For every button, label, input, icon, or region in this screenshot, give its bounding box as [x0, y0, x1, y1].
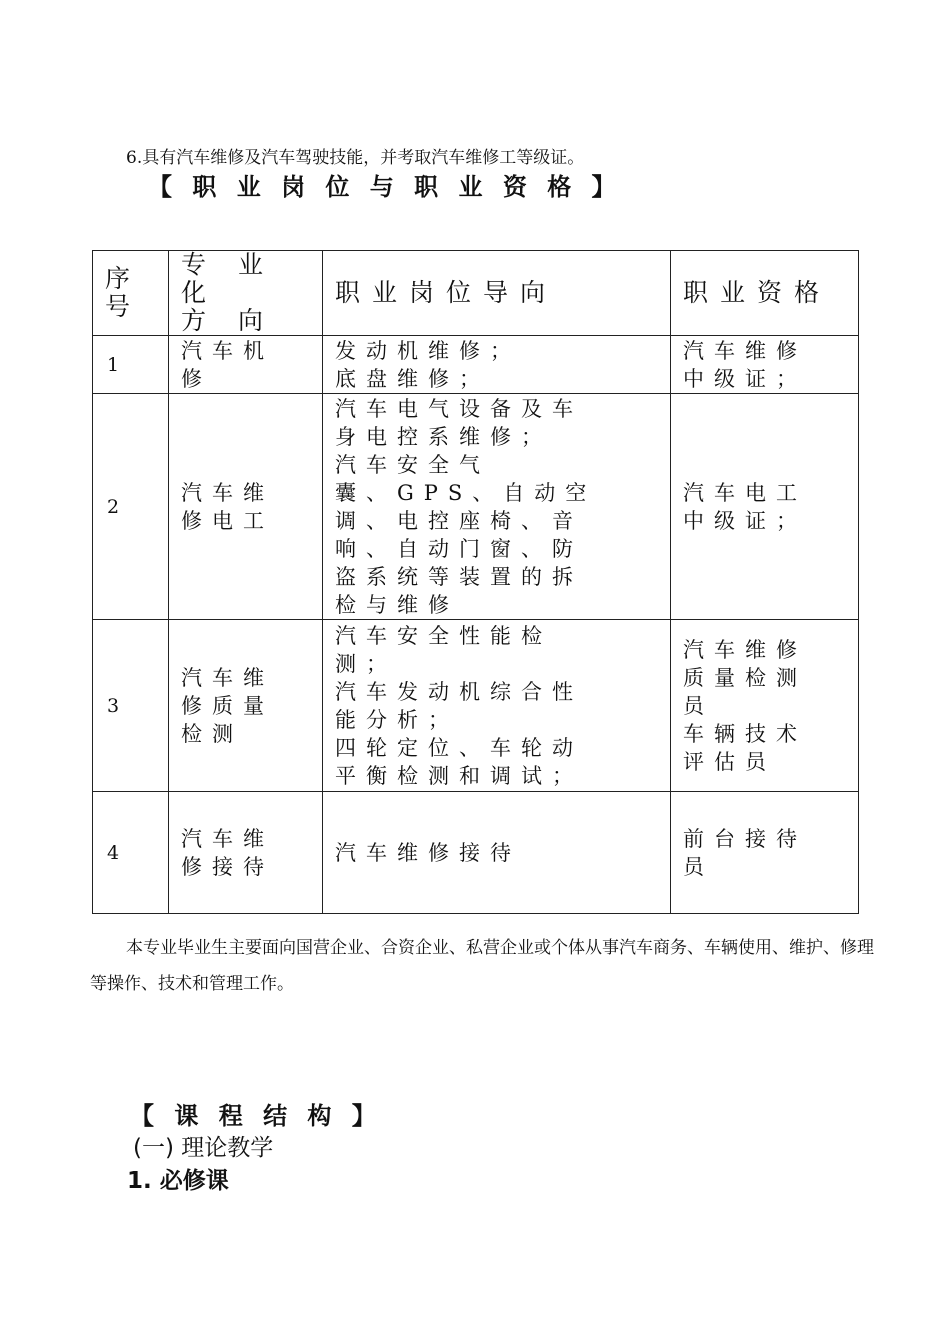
row-no: 4	[107, 841, 120, 864]
intro-line: 6.具有汽车维修及汽车驾驶技能，并考取汽车维修工等级证。	[126, 148, 585, 168]
jobs-table	[92, 250, 859, 914]
table-row	[93, 394, 859, 620]
subheading-required: 1. 必修课	[127, 1168, 229, 1194]
row-no: 3	[107, 694, 120, 717]
row-direction: 汽车维 修接待	[181, 826, 274, 879]
header-direction: 专 业 化 方 向	[181, 250, 275, 335]
section-title-jobs: 【 职 业 岗 位 与 职 业 资 格 】	[148, 173, 622, 201]
table-row	[93, 792, 859, 914]
table-header-row	[93, 251, 859, 336]
graduate-paragraph: 本专业毕业生主要面向国营企业、合资企业、私营企业或个体从事汽车商务、车辆使用、维护、修理等操作、技术和管理工作。	[90, 938, 874, 994]
table-row	[93, 336, 859, 394]
row-qualification: 前台接待 员	[683, 826, 807, 879]
row-direction: 汽车维 修电工	[181, 480, 274, 533]
row-qualification: 汽车维修 质量检测 员 车辆技术 评估员	[683, 637, 807, 774]
row-guidance: 发动机维修； 底盘维修；	[335, 338, 521, 391]
row-no: 1	[107, 353, 120, 376]
header-no: 序 号	[105, 264, 143, 321]
row-guidance: 汽车电气设备及车 身电控系维修； 汽车安全气 囊、GPS、自动空 调、电控座椅、音 响、自动门窗、防 盗系统等装置的拆 检与维修	[335, 396, 597, 617]
table-row	[93, 620, 859, 792]
row-no: 2	[107, 495, 120, 518]
header-qualification: 职业资格	[683, 278, 832, 307]
section-title-courses: 【 课 程 结 构 】	[130, 1102, 382, 1130]
row-qualification: 汽车电工 中级证；	[683, 480, 807, 533]
row-guidance: 汽车维修接待	[335, 840, 521, 865]
header-guidance: 职业岗位导向	[335, 278, 558, 307]
subheading-theory: (一) 理论教学	[133, 1135, 274, 1161]
row-qualification: 汽车维修 中级证；	[683, 338, 807, 391]
row-direction: 汽车维 修质量 检测	[181, 665, 274, 746]
row-guidance: 汽车安全性能检 测； 汽车发动机综合性 能分析； 四轮定位、车轮动 平衡检测和调试；	[335, 623, 583, 788]
row-direction: 汽车机 修	[181, 338, 274, 391]
